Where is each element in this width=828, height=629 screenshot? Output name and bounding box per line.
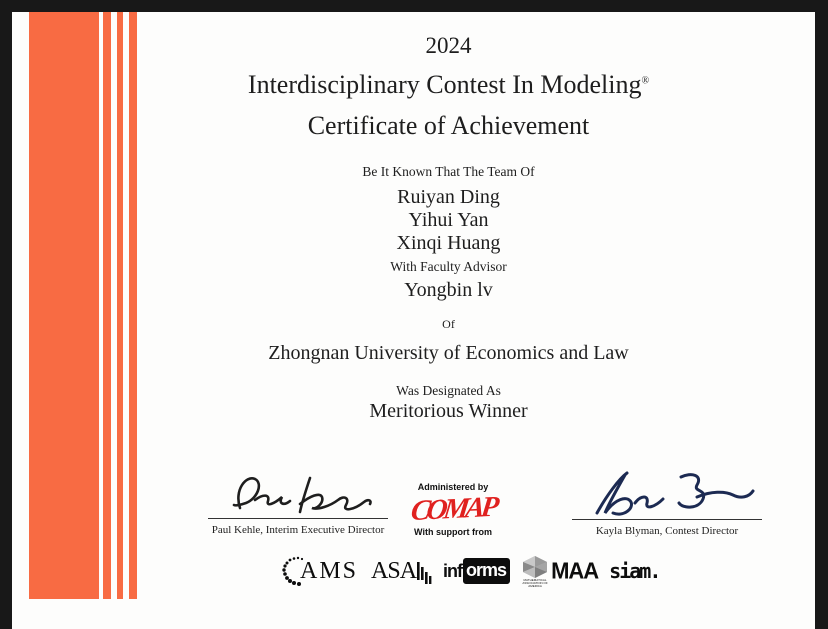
stripe-thin-2	[117, 12, 123, 599]
kayla-blyman-signature-icon	[579, 467, 755, 519]
maa-logo	[521, 555, 598, 588]
advisor-name: Yongbin lv	[404, 279, 493, 301]
ams-text: AMS	[300, 557, 359, 584]
stripe-thick	[29, 12, 99, 599]
team-member-2: Yihui Yan	[408, 209, 489, 231]
asa-logo	[371, 558, 432, 585]
registered-mark: ®	[641, 75, 650, 87]
siam-text: siam.	[609, 559, 660, 583]
contest-title-text: Interdisciplinary Contest In Modeling	[247, 70, 642, 99]
informs-logo	[443, 558, 510, 584]
advisor-label: With Faculty Advisor	[390, 259, 507, 274]
administered-by-label: Administered by	[417, 482, 489, 492]
signature-caption-right: Kayla Blyman, Contest Director	[595, 525, 739, 537]
maa-text: MAA	[551, 557, 599, 584]
institution-name: Zhongnan University of Economics and Law	[268, 342, 629, 364]
maa-gem-icon	[521, 555, 549, 579]
signature-block-left	[208, 470, 388, 536]
team-member-3: Xinqi Huang	[396, 232, 501, 254]
paul-kehle-signature-icon	[218, 470, 378, 518]
team-member-1: Ruiyan Ding	[397, 186, 500, 208]
designation-value: Meritorious Winner	[369, 400, 528, 422]
maa-gem-block	[521, 555, 549, 588]
asa-bars-icon	[416, 558, 432, 584]
signature-line-left	[208, 518, 388, 519]
comap-logo: COMAP	[409, 490, 497, 528]
sponsor-logos-row	[280, 553, 660, 589]
contest-title	[137, 70, 760, 100]
certificate-page	[12, 12, 815, 629]
signature-block-right	[572, 467, 762, 537]
signature-caption-left: Paul Kehle, Interim Executive Director	[211, 524, 385, 536]
support-from-label: With support from	[414, 527, 492, 537]
comap-block	[398, 482, 508, 537]
certificate-subtitle: Certificate of Achievement	[307, 111, 590, 140]
informs-prefix-text: inf	[443, 560, 463, 581]
siam-logo	[609, 559, 659, 583]
ams-logo	[280, 556, 358, 586]
year: 2024	[425, 33, 472, 58]
stripe-thin-1	[103, 12, 111, 599]
stripe-thin-3	[129, 12, 137, 599]
designation-label: Was Designated As	[396, 383, 501, 398]
asa-text: ASA	[371, 557, 417, 584]
signature-line-right	[572, 519, 762, 520]
of-label: Of	[442, 317, 455, 331]
maa-caption-text: MATHEMATICAL ASSOCIATION OF AMERICA	[522, 577, 548, 588]
informs-boxed-text: orms	[463, 558, 510, 584]
known-label: Be It Known That The Team Of	[362, 164, 535, 179]
